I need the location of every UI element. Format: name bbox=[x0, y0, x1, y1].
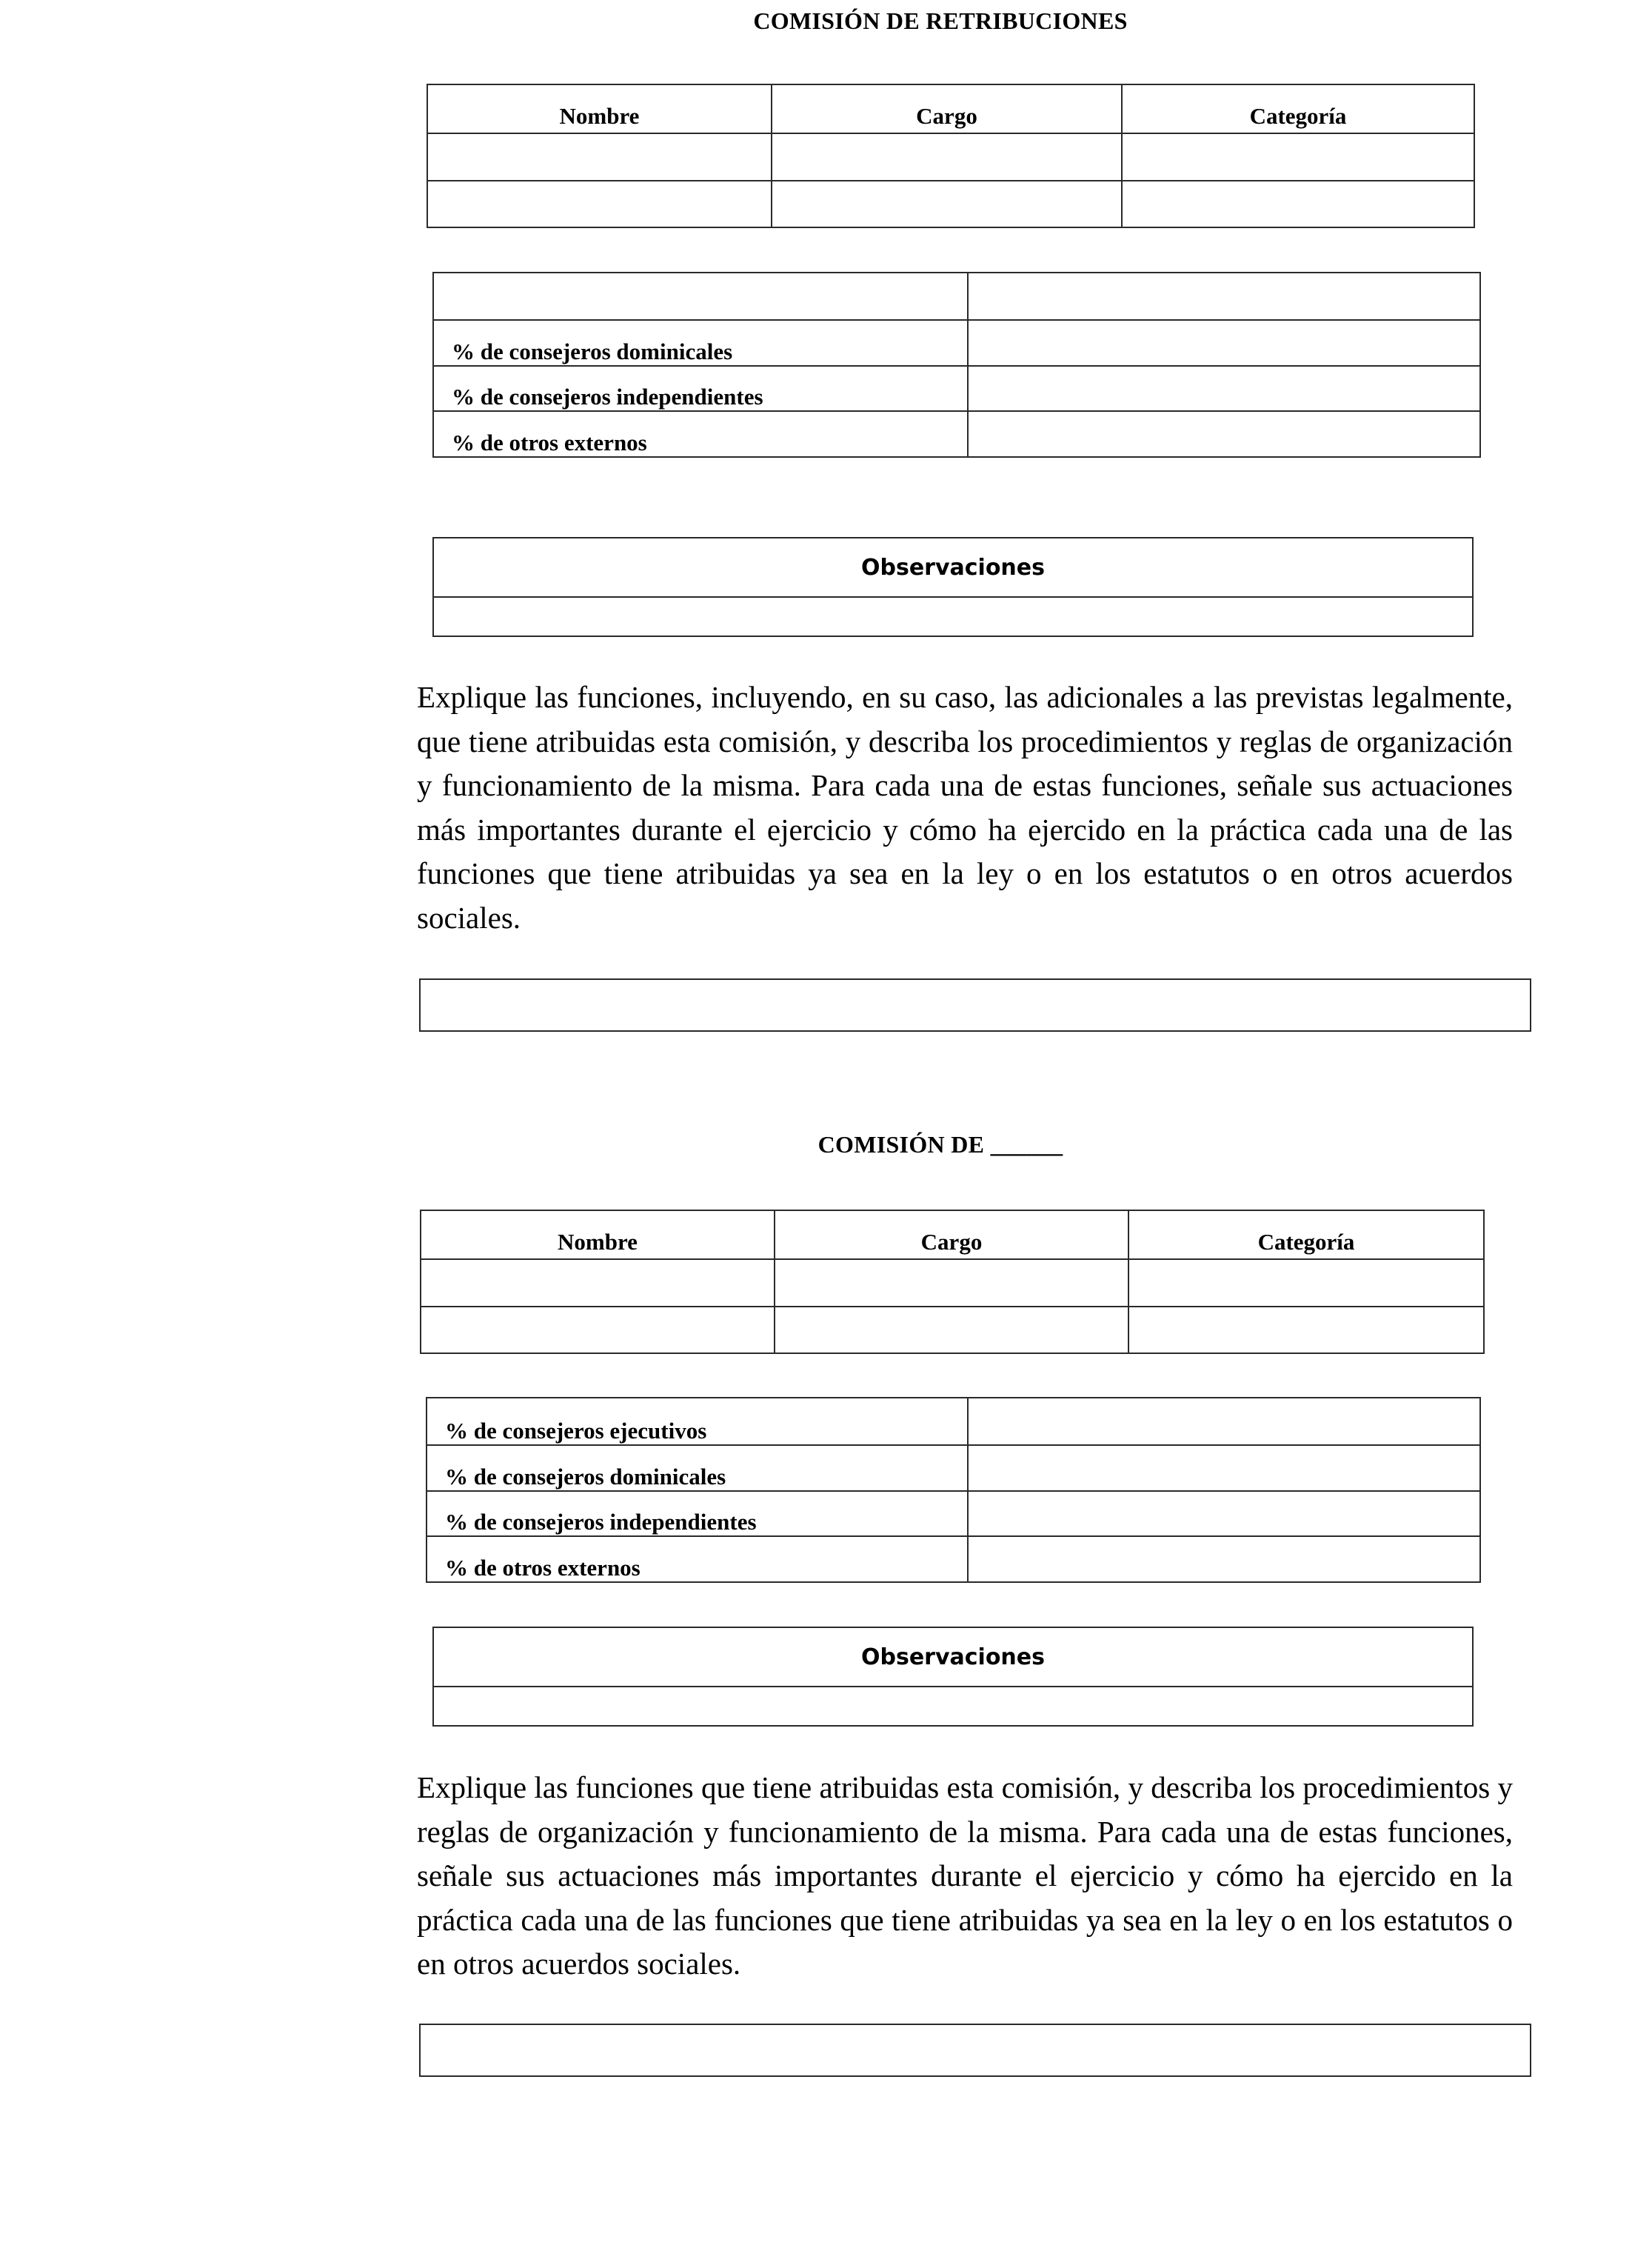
member-cell[interactable] bbox=[427, 181, 772, 227]
section2-answer-box[interactable] bbox=[419, 2024, 1531, 2077]
header-cargo: Cargo bbox=[775, 1210, 1128, 1259]
composition-value[interactable] bbox=[968, 411, 1480, 457]
header-cargo: Cargo bbox=[772, 84, 1122, 133]
member-cell[interactable] bbox=[772, 181, 1122, 227]
section1-answer-box[interactable] bbox=[419, 978, 1531, 1032]
composition-value[interactable] bbox=[968, 320, 1480, 366]
section2-observations-table bbox=[432, 1627, 1474, 1727]
header-nombre: Nombre bbox=[421, 1210, 775, 1259]
composition-label: % de otros externos bbox=[427, 1536, 968, 1582]
composition-label: % de consejeros ejecutivos bbox=[427, 1398, 968, 1445]
member-cell[interactable] bbox=[775, 1307, 1128, 1353]
header-categoria: Categoría bbox=[1128, 1210, 1484, 1259]
member-cell[interactable] bbox=[1128, 1307, 1484, 1353]
composition-value[interactable] bbox=[968, 1398, 1480, 1445]
header-nombre: Nombre bbox=[427, 84, 772, 133]
observations-field[interactable] bbox=[433, 597, 1473, 636]
member-cell[interactable] bbox=[1122, 181, 1474, 227]
header-categoria: Categoría bbox=[1122, 84, 1474, 133]
composition-label: % de consejeros dominicales bbox=[427, 1445, 968, 1491]
composition-label: % de otros externos bbox=[433, 411, 968, 457]
member-cell[interactable] bbox=[1128, 1259, 1484, 1307]
section2-explanation: Explique las funciones que tiene atribuidas esta comisión, y describa los procedimientos y reglas de organización y funcionamiento de la misma. Para cada una de estas funciones, señale sus actuaciones más importantes durante el ejercicio y cómo ha ejercido en la práctica cada una de las funciones que tiene atribuidas ya sea en la ley o en los estatutos o en otros acuerdos sociales. bbox=[417, 1770, 1513, 1981]
composition-value[interactable] bbox=[968, 366, 1480, 411]
composition-value[interactable] bbox=[968, 1491, 1480, 1536]
section2-composition-table bbox=[426, 1397, 1481, 1583]
member-cell[interactable] bbox=[772, 133, 1122, 181]
composition-label: % de consejeros independientes bbox=[427, 1491, 968, 1536]
observations-header: Observaciones bbox=[433, 538, 1473, 597]
member-cell[interactable] bbox=[775, 1259, 1128, 1307]
member-cell[interactable] bbox=[421, 1259, 775, 1307]
composition-label: % de consejeros independientes bbox=[433, 366, 968, 411]
composition-label: % de consejeros dominicales bbox=[433, 320, 968, 366]
member-cell[interactable] bbox=[427, 133, 772, 181]
composition-value[interactable] bbox=[968, 273, 1480, 320]
observations-field[interactable] bbox=[433, 1687, 1473, 1726]
section1-explanation: Explique las funciones, incluyendo, en su caso, las adicionales a las previstas legalmente, que tiene atribuidas esta comisión, y describa los procedimientos y reglas de organización y funcionamiento de la misma. Para cada una de estas funciones, señale sus actuaciones más importantes durante el ejercicio y cómo ha ejercido en la práctica cada una de las funciones que tiene atribuidas ya sea en la ley o en los estatutos o en otros acuerdos sociales. bbox=[417, 680, 1513, 935]
composition-label bbox=[433, 273, 968, 320]
composition-value[interactable] bbox=[968, 1445, 1480, 1491]
member-cell[interactable] bbox=[1122, 133, 1474, 181]
section1-members-table bbox=[427, 84, 1475, 228]
section2-members-table bbox=[420, 1210, 1485, 1354]
section1-title: COMISIÓN DE RETRIBUCIONES bbox=[753, 7, 1128, 34]
section2-title: COMISIÓN DE ______ bbox=[817, 1131, 1063, 1158]
member-cell[interactable] bbox=[421, 1307, 775, 1353]
section1-observations-table bbox=[432, 537, 1474, 637]
composition-value[interactable] bbox=[968, 1536, 1480, 1582]
observations-header: Observaciones bbox=[433, 1627, 1473, 1687]
section1-composition-table bbox=[432, 272, 1481, 458]
